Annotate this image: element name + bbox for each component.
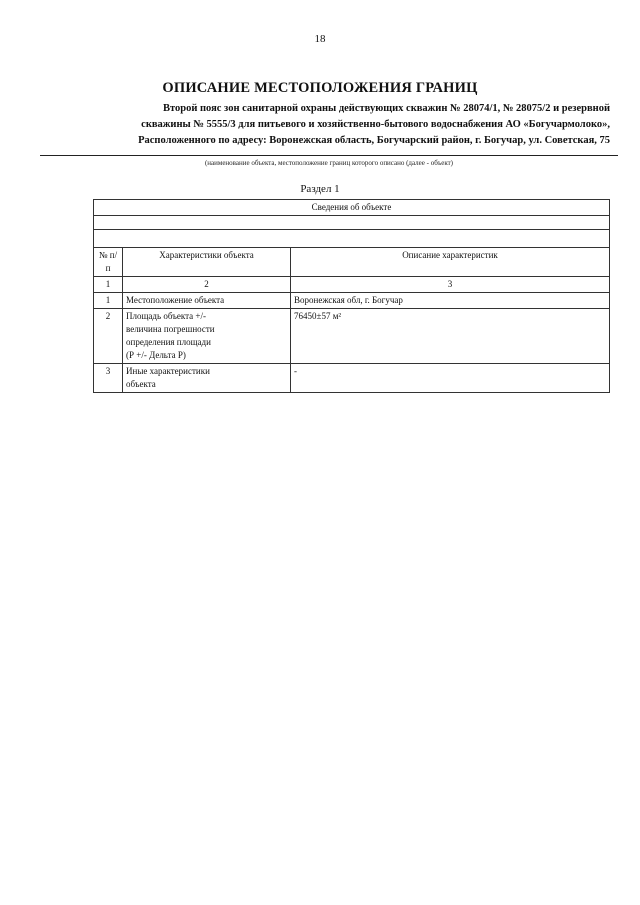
table-caption: Сведения об объекте — [94, 200, 610, 216]
page-number: 18 — [314, 33, 326, 45]
table-row — [94, 309, 610, 364]
row-characteristic: Местоположение объекта — [123, 293, 291, 309]
table-header-row — [94, 248, 610, 277]
object-name-line: Расположенного по адресу: Воронежская область, Богучарский район, г. Богучар, ул. Советская, 75 — [138, 135, 610, 146]
document-title: ОПИСАНИЕ МЕСТОПОЛОЖЕНИЯ ГРАНИЦ — [162, 80, 478, 96]
row-description: 76450±57 м² — [291, 309, 610, 364]
table-blank-row — [94, 216, 610, 230]
column-number: 2 — [123, 277, 291, 293]
row-number: 2 — [94, 309, 123, 364]
row-description: - — [291, 364, 610, 393]
object-underline — [40, 155, 618, 156]
object-name-line: скважины № 5555/3 для питьевого и хозяйственно-бытового водоснабжения АО «Богучармолоко», — [141, 119, 610, 130]
object-caption: (наименование объекта, местоположение границ которого описано (далее - объект) — [204, 159, 454, 167]
column-number-row — [94, 277, 610, 293]
section-title: Раздел 1 — [300, 183, 340, 195]
object-name-line: Второй пояс зон санитарной охраны действующих скважин № 28074/1, № 28075/2 и резервной — [162, 103, 610, 114]
table-gap-cell — [94, 230, 610, 248]
table-gap-row — [94, 230, 610, 248]
row-characteristic: Площадь объекта +/- величина погрешности определения площади (Р +/- Дельта Р) — [123, 309, 291, 364]
header-characteristic: Характеристики объекта — [123, 248, 291, 277]
column-number: 3 — [291, 277, 610, 293]
table-caption-row — [94, 200, 610, 216]
header-num: № п/п — [94, 248, 123, 277]
table-row — [94, 293, 610, 309]
header-description: Описание характеристик — [291, 248, 610, 277]
object-name — [30, 101, 610, 149]
object-info-table — [93, 199, 610, 393]
table-row — [94, 364, 610, 393]
row-number: 3 — [94, 364, 123, 393]
row-description: Воронежская обл, г. Богучар — [291, 293, 610, 309]
row-characteristic: Иные характеристики объекта — [123, 364, 291, 393]
row-number: 1 — [94, 293, 123, 309]
column-number: 1 — [94, 277, 123, 293]
table-blank-cell — [94, 216, 610, 230]
